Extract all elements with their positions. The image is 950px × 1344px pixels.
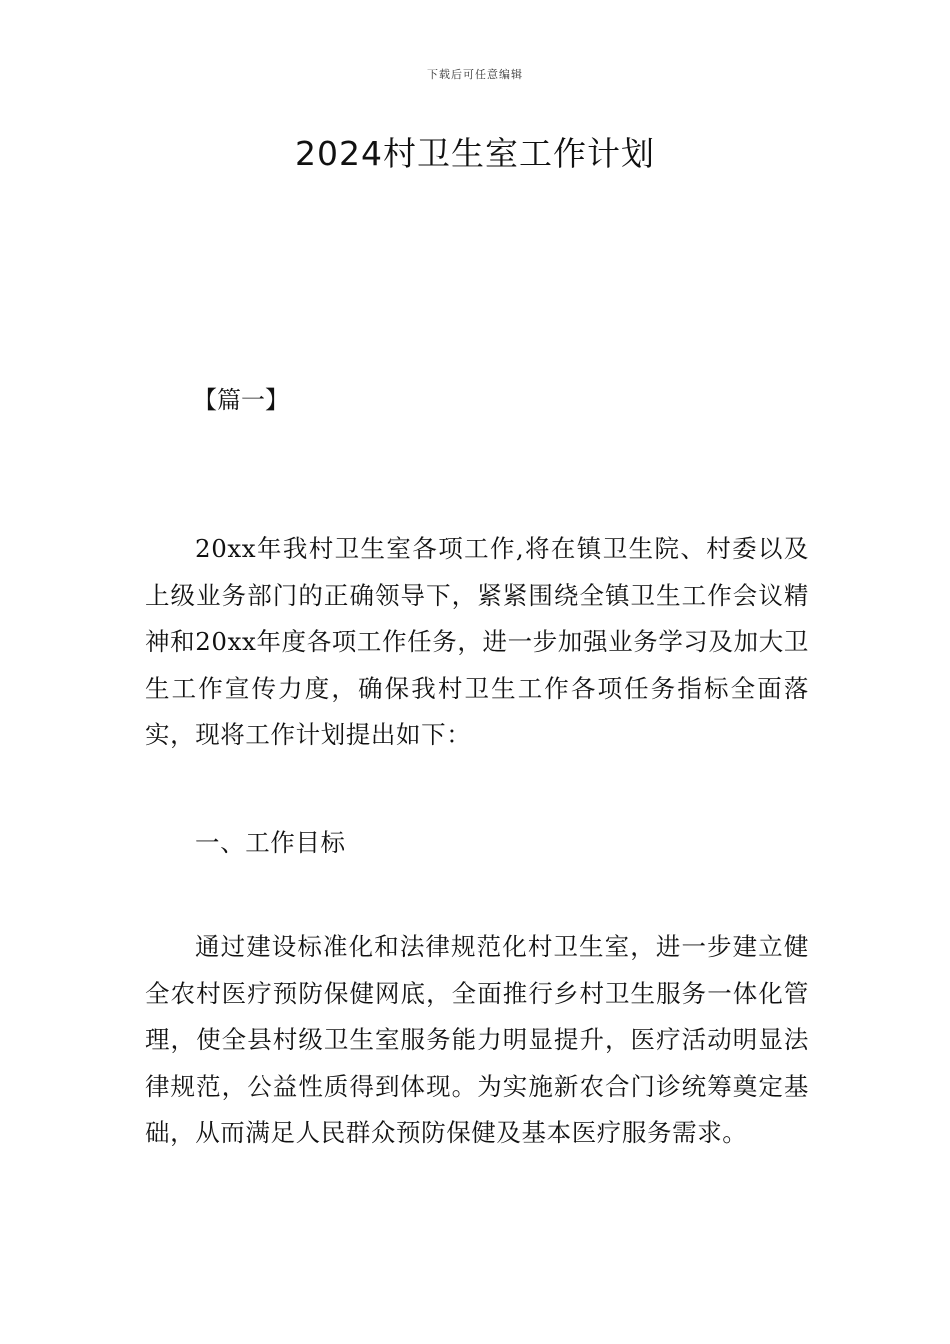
header-note: 下载后可任意编辑 xyxy=(427,68,523,81)
section-heading-goals: 一、工作目标 xyxy=(195,828,346,857)
section-tag: 【篇一】 xyxy=(193,386,289,414)
document-title: 2024村卫生室工作计划 xyxy=(295,134,655,173)
paragraph-goals: 通过建设标准化和法律规范化村卫生室，进一步建立健全农村医疗预防保健网底，全面推行乡村卫生服务一体化管理，使全县村级卫生室服务能力明显提升，医疗活动明显法律规范，公益性质得到体现。为实施新农合门诊统筹奠定基础，从而满足人民群众预防保健及基本医疗服务需求。 xyxy=(145,932,809,1147)
paragraph-intro: 20xx年我村卫生室各项工作,将在镇卫生院、村委以及上级业务部门的正确领导下，紧紧围绕全镇卫生工作会议精神和20xx年度各项工作任务，进一步加强业务学习及加大卫生工作宣传力度，确保我村卫生工作各项任务指标全面落实，现将工作计划提出如下： xyxy=(145,534,809,749)
